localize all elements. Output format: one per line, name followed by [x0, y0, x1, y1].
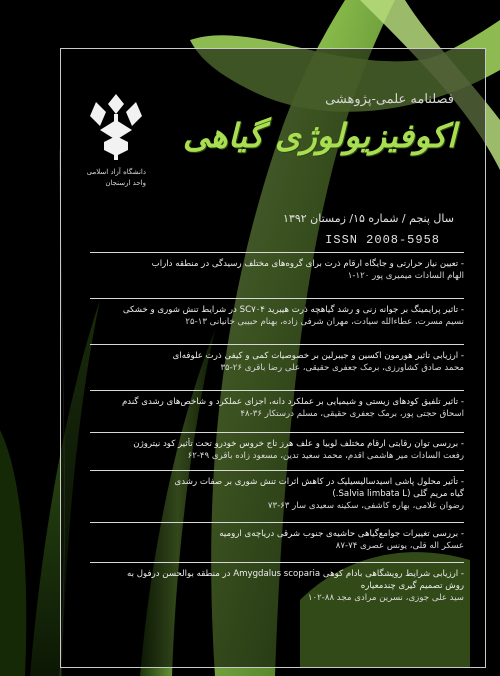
article-entry	[90, 298, 464, 328]
issn-number: ISSN 2008-5958	[325, 233, 440, 247]
article-entry	[90, 390, 464, 420]
article-entry	[90, 432, 464, 462]
article-title: - ارزیابی شرایط رویشگاهی بادام کوهی Amygdalus scoparia در منطقه بوالحسن درفول به	[127, 569, 464, 579]
article-authors: سید علی جوزی، نسرین مرادی مجد ۸۸-۱۰۲	[307, 593, 464, 603]
article-subtitle: روش تصمیم گیری چندمعیاره	[360, 581, 464, 591]
volume-line: سال پنجم / شماره ۱۵/ زمستان ۱۳۹۲	[283, 212, 454, 225]
quarterly-label: فصلنامه علمی-پژوهشی	[325, 92, 454, 107]
article-entry	[90, 344, 464, 374]
article-title: - بررسی توان رقابتی ارقام مختلف لوبیا و علف هرز تاج خروس خودرو تحت تأثیر کود نیتروژن	[133, 439, 464, 449]
university-line: دانشگاه آزاد اسلامی	[86, 168, 146, 176]
article-title: - تأثیر محلول پاشی اسیدسالیسیلیک در کاهش اثرات تنش شوری بر صفات رشدی	[174, 477, 464, 487]
university-line: واحد ارسنجان	[105, 179, 146, 187]
article-authors: محمد صادق کشاورزی، برمک جعفری حقیقی، علی رضا باقری ۲۶-۳۵	[220, 363, 464, 373]
article-authors: رفعت السادات میر هاشمی اقدم، محمد سعید تدین، مسعود زاده باقری ۴۹-۶۲	[187, 451, 464, 461]
journal-title: اکوفیزیولوژی گیاهی	[182, 116, 456, 155]
article-title: - ارزیابی تاثیر هورمون اکسین و جیبرلین بر خصوصیات کمی و کیفی ذرت علوفه‌ای	[172, 351, 464, 361]
article-entry	[90, 470, 464, 512]
article-authors: اسحاق حجتی پور، برمک جعفری حقیقی، مسلم درستکار ۳۶-۴۸	[240, 409, 464, 419]
article-entry	[90, 522, 464, 552]
article-authors: نسیم مسرت، عطاءالله سیادت، مهران شرفی زاده، بهنام حبیبی خانیانی ۱۳-۲۵	[185, 317, 464, 327]
article-title: - تعیین نیاز حرارتی و جایگاه ارقام ذرت برای گروه‌های مختلف رسیدگی در منطقه داراب	[151, 259, 464, 269]
article-entry	[90, 252, 464, 282]
article-authors: عسکر اله قلی، یونس عصری ۷۴-۸۷	[335, 541, 464, 551]
university-name	[86, 167, 146, 189]
article-entry	[90, 562, 464, 604]
article-title: - تاثیر تلفیق کودهای زیستی و شیمیایی بر عملکرد دانه، اجزای عملکرد و شاخص‌های رشدی گندم	[121, 397, 464, 407]
article-authors: الهام السادات میمیری پور ۱۲۰-۱	[347, 271, 464, 281]
article-title: - بررسی تغییرات جوامع‌گیاهی حاشیه‌ی جنوب شرقی دریاچه‌ی ارومیه	[219, 529, 464, 539]
article-authors: رضوان غلامی، بهاره کاشفی، سکینه سعیدی سار ۶۳-۷۳	[267, 501, 464, 511]
article-subtitle: گیاه مریم گلی (Salvia limbata L.)	[332, 489, 464, 499]
article-title: - تاثیر پرایمینگ بر جوانه زنی و رشد گیاهچه ذرت هیبرید SC۷۰۴ در شرایط تنش شوری و خشکی	[122, 305, 464, 315]
